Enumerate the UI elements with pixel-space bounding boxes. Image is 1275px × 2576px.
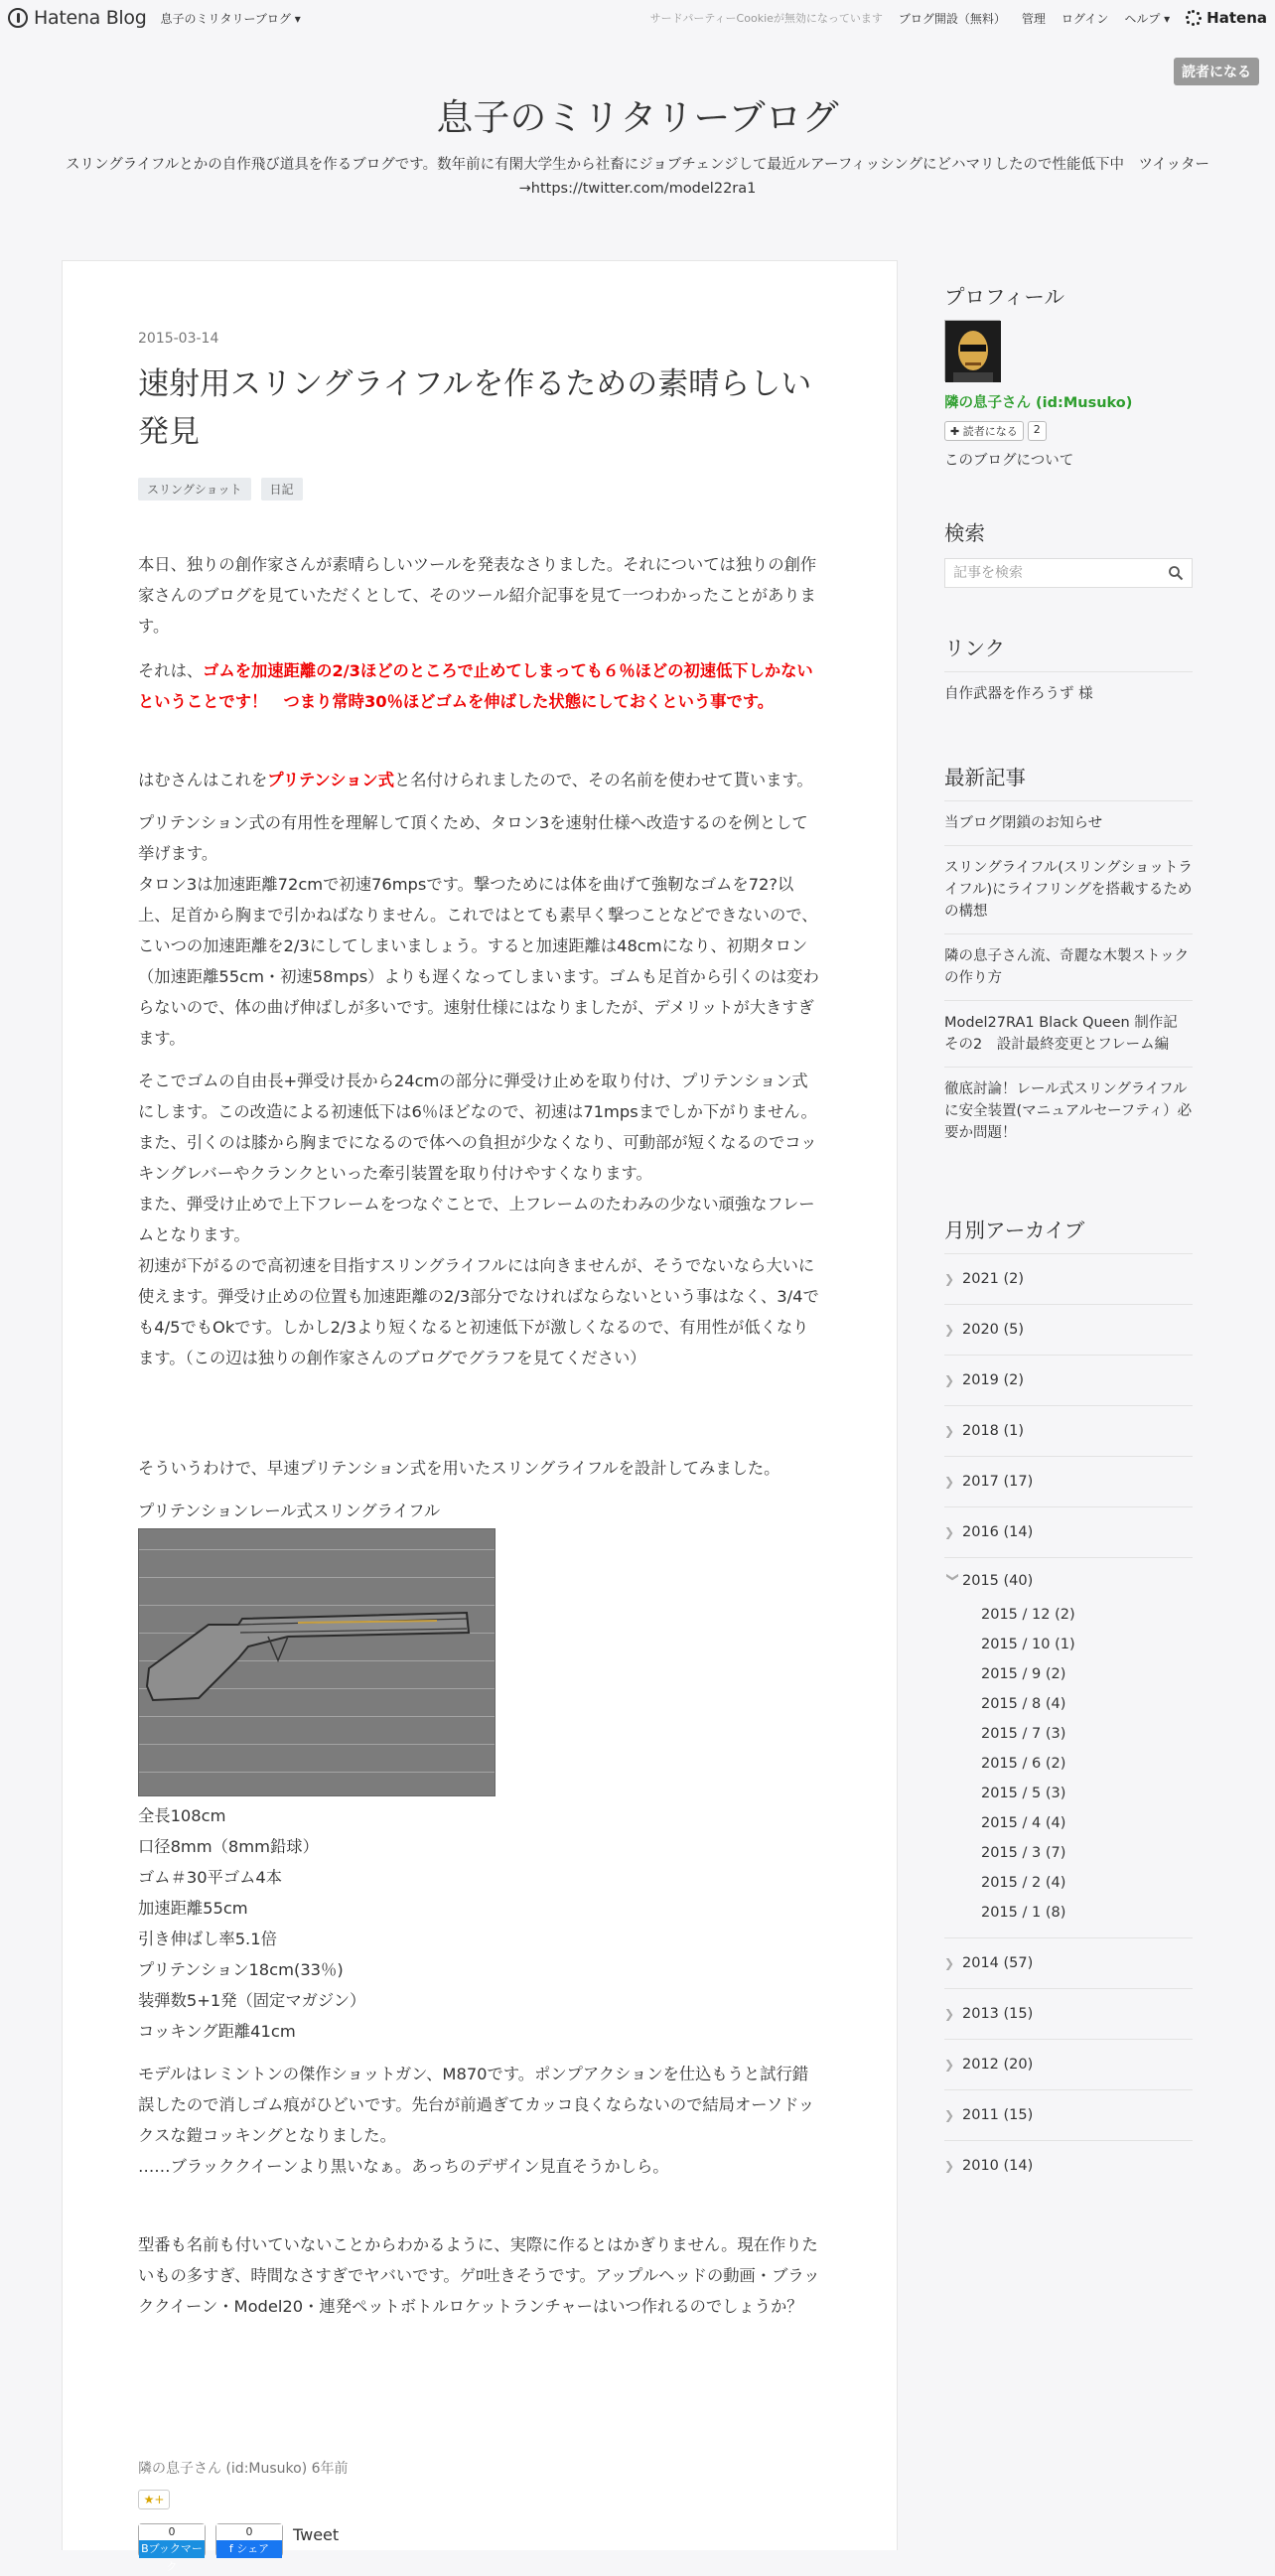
- bookmark-count: 0: [139, 2524, 205, 2540]
- search-box: [944, 558, 1193, 588]
- article-body: [138, 549, 823, 2322]
- recent-item[interactable]: Model27RA1 Black Queen 制作記 その2 設計最終変更とフレーム編: [944, 1000, 1193, 1067]
- cookie-notice[interactable]: サードパーティーCookieが無効になっています: [649, 12, 883, 25]
- paragraph: [138, 765, 823, 795]
- share-buttons: [138, 2523, 340, 2573]
- archive-year-label: 2012 (20): [962, 2057, 1034, 2073]
- chevron-right-icon: ❯: [944, 1323, 955, 1337]
- hatena-blog-logo-icon: [8, 8, 28, 28]
- global-header-left: [8, 7, 301, 29]
- rifle-sketch-drawing: [139, 1529, 496, 1797]
- archive-month-item[interactable]: 2015 / 4 (4): [981, 1815, 1066, 1831]
- archive-month-item[interactable]: 2015 / 6 (2): [981, 1756, 1066, 1772]
- archive-title: 月別アーカイブ: [944, 1218, 1085, 1242]
- paragraph: また、弾受け止めで上下フレームをつなぐことで、上フレームのたわみの少ない頑強なフレームとなります。: [138, 1195, 815, 1244]
- links-title: リンク: [944, 637, 1006, 660]
- archive-year-item[interactable]: [944, 1988, 1193, 2039]
- spec-item: プリテンション18cm(33％): [138, 1960, 344, 1979]
- facebook-label: f シェア: [216, 2540, 282, 2558]
- spec-item: 装弾数5+1発（固定マガジン）: [138, 1991, 366, 2010]
- hatena-dots-icon: [1186, 10, 1202, 26]
- about-blog-link[interactable]: このブログについて: [944, 453, 1074, 469]
- bookmark-label: Bブックマーク: [139, 2540, 205, 2558]
- spec-item: コッキング距離41cm: [138, 2022, 296, 2041]
- archive-month-item[interactable]: 2015 / 10 (1): [981, 1637, 1075, 1652]
- article-date[interactable]: 2015-03-14: [138, 331, 219, 347]
- tweet-button[interactable]: Tweet: [293, 2525, 340, 2544]
- paragraph: 本日、独りの創作家さんが素晴らしいツールを発表なさりました。それについては独りの創作家さんのブログを見ていただくとして、そのツール紹介記事を見て一つわかったことがあります。: [138, 555, 817, 636]
- profile-name-link[interactable]: 隣の息子さん (id:Musuko): [944, 395, 1133, 411]
- hatena-logo-text: Hatena: [1206, 9, 1267, 27]
- archive-year-expanded: [944, 1557, 1193, 1937]
- spec-item: 加速距離55cm: [138, 1899, 248, 1918]
- archive-month-item[interactable]: 2015 / 3 (7): [981, 1845, 1066, 1861]
- avatar[interactable]: [944, 320, 1000, 381]
- spec-item: ゴム＃30平ゴム4本: [138, 1868, 283, 1887]
- spec-item: 口径8mm（8mm鉛球）: [138, 1837, 319, 1856]
- open-blog-link[interactable]: ブログ開設（無料）: [898, 11, 1006, 26]
- sidebar-subscribe-button[interactable]: ✚ 読者になる: [944, 421, 1024, 441]
- archive-list: [944, 1253, 1193, 2191]
- spec-item: 全長108cm: [138, 1806, 226, 1825]
- archive-month-list: [944, 1592, 1193, 1937]
- emphasis-text: プリテンション式: [267, 771, 394, 789]
- help-dropdown[interactable]: ヘルプ ▾: [1124, 11, 1171, 26]
- spec-item: 引き伸ばし率5.1倍: [138, 1930, 277, 1948]
- paragraph: モデルはレミントンの傑作ショットガン、M870です。ポンプアクションを仕込もうと試行錯誤したので消しゴム痕がひどいです。先台が前過ぎてカッコ良くならないので結局オーソドックスな鎧コッキングとなりました。: [138, 2065, 815, 2145]
- subscribe-button[interactable]: 読者になる: [1174, 58, 1259, 85]
- text: と名付けられましたので、その名前を使わせて貰います。: [394, 771, 813, 789]
- archive-year-label: 2011 (15): [962, 2107, 1034, 2123]
- archive-year-item[interactable]: [944, 1506, 1193, 1557]
- chevron-right-icon: ❯: [944, 2159, 955, 2173]
- paragraph-highlight: [138, 655, 823, 717]
- archive-year-item[interactable]: [944, 2089, 1193, 2140]
- chevron-right-icon: ❯: [944, 2007, 955, 2021]
- emphasis-text: ゴムを加速距離の2/3ほどのところで止めてしまっても６％ほどの初速低下しかないということです！ つまり常時30％ほどゴムを伸ばした状態にしておくという事です。: [138, 661, 813, 711]
- recent-item[interactable]: 隣の息子さん流、奇麗な木製ストックの作り方: [944, 933, 1193, 1000]
- archive-month-item[interactable]: 2015 / 9 (2): [981, 1666, 1066, 1682]
- links-list: [944, 671, 1193, 716]
- archive-month-item[interactable]: 2015 / 12 (2): [981, 1607, 1075, 1623]
- category-tag[interactable]: スリングショット: [138, 478, 251, 501]
- add-star-button[interactable]: ★+: [138, 2490, 170, 2509]
- archive-year-item[interactable]: [944, 1456, 1193, 1506]
- archive-month-item[interactable]: 2015 / 7 (3): [981, 1726, 1066, 1742]
- paragraph: そういうわけで、早速プリテンション式を用いたスリングライフルを設計してみました。: [138, 1459, 780, 1478]
- search-title: 検索: [944, 521, 985, 545]
- chevron-right-icon: ❯: [944, 2058, 955, 2072]
- chevron-right-icon: ❯: [944, 1424, 955, 1438]
- archive-month-item[interactable]: 2015 / 2 (4): [981, 1875, 1066, 1891]
- hatena-logo[interactable]: [1186, 9, 1267, 27]
- archive-year-label: 2021 (2): [962, 1271, 1025, 1287]
- rifle-sketch-photo[interactable]: [138, 1528, 496, 1796]
- facebook-count: 0: [216, 2524, 282, 2540]
- paragraph: タロン3は加速距離72cmで初速76mpsです。撃つためには体を曲げて強靭なゴムを72?以上、足首から胸まで引かねばなりません。これではとても素早く撃つことなどできないので、こいつの加速距離を2/3にしてしまいましょう。すると加速距離は48cmになり、初期タロン（加速距離55cm・初速58mps）よりも遅くなってしまいます。ゴムも足首から引くのは変わらないので、体の曲げ伸ばしが多いです。速射仕様にはなりましたが、デメリットが大きすぎます。: [138, 875, 819, 1048]
- archive-year-label: 2019 (2): [962, 1372, 1025, 1388]
- photo-caption: プリテンションレール式スリングライフル: [138, 1502, 441, 1520]
- blog-title[interactable]: 息子のミリタリーブログ: [436, 96, 839, 139]
- hatena-blog-logo[interactable]: [8, 7, 147, 29]
- search-input[interactable]: [953, 565, 1152, 581]
- archive-year-item[interactable]: [944, 1405, 1193, 1456]
- chevron-right-icon: ❯: [944, 1525, 955, 1539]
- recent-item[interactable]: 徹底討論！レール式スリングライフルに安全装置(マニュアルセーフティ）必要か問題！: [944, 1067, 1193, 1155]
- archive-year-item[interactable]: [944, 1253, 1193, 1304]
- chevron-right-icon: ❯: [944, 1373, 955, 1387]
- global-header-right: [650, 9, 1267, 27]
- blog-menu-dropdown[interactable]: 息子のミリタリーブログ ▾: [160, 11, 301, 26]
- chevron-right-icon: ❯: [944, 1475, 955, 1489]
- global-header: [0, 0, 1275, 36]
- archive-year-label: 2015 (40): [962, 1573, 1034, 1589]
- archive-month-item[interactable]: 2015 / 1 (8): [981, 1905, 1066, 1921]
- login-link[interactable]: ログイン: [1061, 11, 1109, 26]
- search-icon[interactable]: [1168, 565, 1184, 581]
- avatar-image: [945, 321, 1001, 382]
- archive-year-label: 2017 (17): [962, 1474, 1034, 1490]
- archive-year-item[interactable]: [944, 2140, 1193, 2191]
- paragraph: また、引くのは膝から胸までになるので体への負担が少なくなり、可動部が短くなるのでコッキングレバーやクランクといった牽引装置を取り付けやすくなります。: [138, 1133, 817, 1183]
- hatena-bookmark-button[interactable]: [138, 2523, 206, 2573]
- archive-month-item[interactable]: 2015 / 8 (4): [981, 1696, 1066, 1712]
- archive-year-item[interactable]: [944, 2039, 1193, 2089]
- category-tag[interactable]: 日記: [261, 478, 303, 501]
- archive-year-item[interactable]: [944, 1304, 1193, 1355]
- recent-list: [944, 800, 1193, 1155]
- chevron-right-icon: ❯: [944, 1272, 955, 1286]
- recent-title: 最新記事: [944, 766, 1026, 789]
- archive-year-label: 2020 (5): [962, 1322, 1025, 1338]
- main-content: [62, 260, 898, 2573]
- text: それは、: [138, 661, 204, 680]
- chevron-right-icon: ❯: [944, 1956, 955, 1970]
- admin-link[interactable]: 管理: [1021, 11, 1046, 26]
- archive-year-item[interactable]: [944, 1570, 1193, 1592]
- archive-year-label: 2014 (57): [962, 1955, 1034, 1971]
- chevron-right-icon: ❯: [944, 2108, 955, 2122]
- paragraph: 初速が下がるので高初速を目指すスリングライフルには向きませんが、そうでないなら大いに使えます。弾受け止めの位置も加速距離の2/3部分でなければならないという事はなく、3/4でも4/5でもOkです。しかし2/3より短くなると初速低下が激しくなるので、有用性が低くなります。（この辺は独りの創作家さんのブログでグラフを見てください）: [138, 1256, 819, 1367]
- reader-row: [944, 421, 1047, 441]
- paragraph: プリテンション式の有用性を理解して頂くため、タロン3を速射仕様へ改造するのを例として挙げます。: [138, 813, 808, 863]
- article-title[interactable]: 速射用スリングライフルを作るための素晴らしい発見: [138, 366, 812, 450]
- article-byline[interactable]: 隣の息子さん (id:Musuko) 6年前: [138, 2461, 349, 2477]
- recent-item[interactable]: 当ブログ閉鎖のお知らせ: [944, 800, 1193, 845]
- recent-item[interactable]: スリングライフル(スリングショットライフル)にライフリングを搭載するための構想: [944, 845, 1193, 933]
- archive-year-label: 2013 (15): [962, 2006, 1034, 2022]
- archive-year-label: 2010 (14): [962, 2158, 1034, 2174]
- archive-year-label: 2016 (14): [962, 1524, 1034, 1540]
- paragraph: ……ブラッククイーンより黒いなぁ。あっちのデザイン見直そうかしら。: [138, 2157, 669, 2176]
- hatena-blog-logo-text: Hatena Blog: [34, 7, 147, 29]
- link-item[interactable]: 自作武器を作ろうず 様: [944, 671, 1193, 716]
- article-categories: [138, 478, 303, 501]
- paragraph: 型番も名前も付いていないことからわかるように、実際に作るとはかぎりません。現在作りたいもの多すぎ、時間なさすぎでヤバいです。ゲﾛ吐きそうです。アップルヘッドの動画・ブラッククイーン・Model20・連発ペットボトルロケットランチャーはいつ作れるのでしょうか？: [138, 2235, 820, 2316]
- chevron-down-icon: ❯: [946, 1572, 960, 1583]
- blog-description: スリングライフルとかの自作飛び道具を作るブログです。数年前に有閑大学生から社畜にジョブチェンジして最近ルアーフィッシングにどハマリしたので性能低下中 ツイッター→https://twitter.com/model22ra1: [65, 157, 1210, 197]
- archive-month-item[interactable]: 2015 / 5 (3): [981, 1786, 1066, 1801]
- profile-title: プロフィール: [944, 285, 1064, 309]
- reader-count[interactable]: 2: [1028, 421, 1047, 441]
- facebook-share-button[interactable]: [215, 2523, 283, 2557]
- archive-year-label: 2018 (1): [962, 1423, 1025, 1439]
- text: はむさんはこれを: [138, 771, 268, 789]
- paragraph: そこでゴムの自由長+弾受け長から24cmの部分に弾受け止めを取り付け、プリテンション式にします。この改造による初速低下は6％ほどなので、初速は71mpsまでしか下がりません。: [138, 1072, 817, 1121]
- archive-year-item[interactable]: [944, 1937, 1193, 1988]
- archive-year-item[interactable]: [944, 1355, 1193, 1405]
